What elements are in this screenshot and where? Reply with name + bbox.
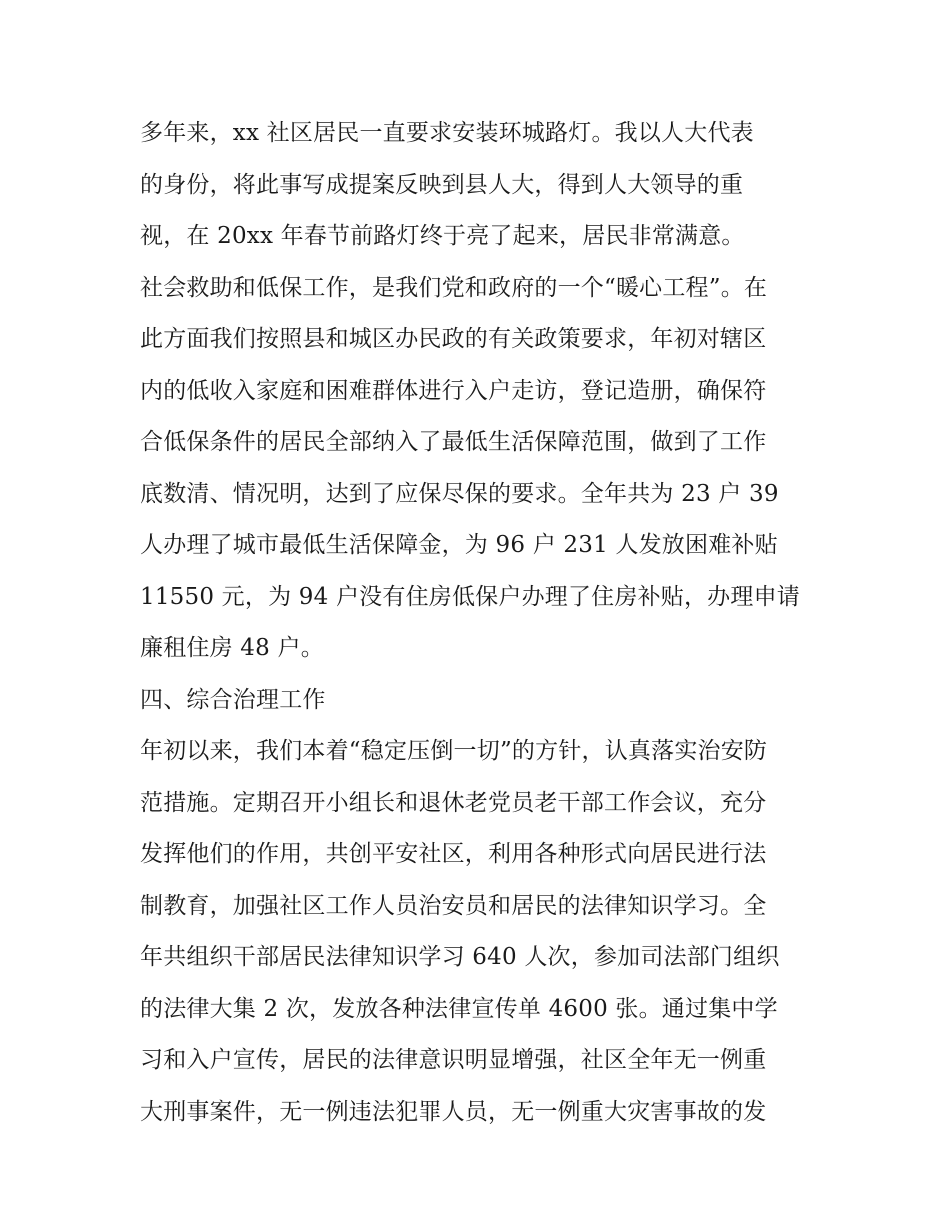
text-line: 年共组织干部居民法律知识学习 640 人次，参加司法部门组织 xyxy=(140,944,780,970)
document-body xyxy=(140,108,820,1138)
text-line: 合低保条件的居民全部纳入了最低生活保障范围，做到了工作 xyxy=(140,429,767,455)
text-line: 的法律大集 2 次，发放各种法律宣传单 4600 张。通过集中学 xyxy=(140,995,778,1022)
section-heading: 四、综合治理工作 xyxy=(140,686,326,713)
text-line: 视，在 20xx 年春节前路灯终于亮了起来，居民非常满意。 xyxy=(140,223,745,249)
text-line: 习和入户宣传，居民的法律意识明显增强，社区全年无一例重 xyxy=(140,1047,767,1073)
text-line: 的身份，将此事写成提案反映到县人大，得到人大领导的重 xyxy=(140,171,744,198)
text-line: 多年来，xx 社区居民一直要求安装环城路灯。我以人大代表 xyxy=(140,120,754,146)
text-line: 社会救助和低保工作，是我们党和政府的一个“暖心工程”。在 xyxy=(140,274,768,301)
text-line: 廉租住房 48 户。 xyxy=(140,635,324,661)
text-line: 底数清、情况明，达到了应保尽保的要求。全年共为 23 户 39 xyxy=(140,480,779,507)
text-line: 11550 元，为 94 户没有住房低保户办理了住房补贴，办理申请 xyxy=(140,583,800,610)
text-line: 范措施。定期召开小组长和退休老党员老干部工作会议，充分 xyxy=(140,789,767,816)
text-line: 年初以来，我们本着“稳定压倒一切”的方针，认真落实治安防 xyxy=(140,738,768,764)
text-line: 制教育，加强社区工作人员治安员和居民的法律知识学习。全 xyxy=(140,892,767,919)
text-line: 此方面我们按照县和城区办民政的有关政策要求，年初对辖区 xyxy=(140,326,767,352)
text-line: 人办理了城市最低生活保障金，为 96 户 231 人发放困难补贴 xyxy=(140,532,778,558)
text-line: 发挥他们的作用，共创平安社区，利用各种形式向居民进行法 xyxy=(140,841,767,867)
text-line: 内的低收入家庭和困难群体进行入户走访，登记造册，确保符 xyxy=(140,377,767,404)
text-line: 大刑事案件，无一例违法犯罪人员，无一例重大灾害事故的发 xyxy=(140,1098,767,1125)
